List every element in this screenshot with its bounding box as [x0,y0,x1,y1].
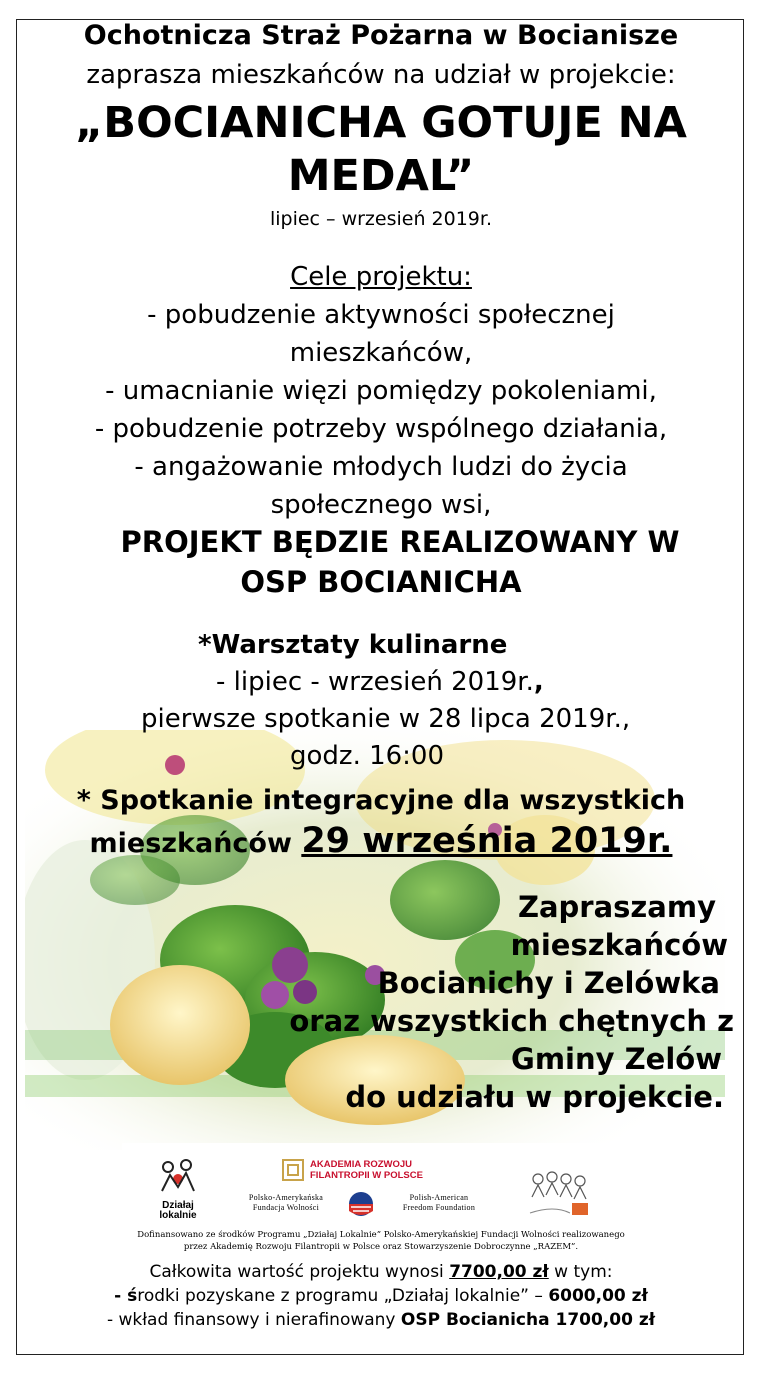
funding-note-line1: Dofinansowano ze środków Programu „Działaj Lokalnie” Polsko-Amerykańskiej Fundacji Wolności realizowanego [137,1230,625,1240]
workshops-first-meeting: pierwsze spotkanie w 28 lipca 2019r., [141,704,631,734]
invitation-line: Zapraszamy [517,890,716,924]
workshops-dates [216,664,762,701]
dzialaj-lokalnie-logo [156,1157,200,1227]
grant-funds [0,1284,762,1309]
workshops-dates-comma: , [533,667,544,697]
workshops-title: *Warsztaty kulinarne [198,630,508,660]
invitation-line: oraz wszystkich chętnych z [289,1004,734,1038]
grant-funds-prefix: - ś [114,1286,138,1306]
dzialaj-line2: lokalnie [159,1210,197,1221]
project-location [0,522,762,602]
own-contribution-text: - wkład finansowy i nierafinowany [106,1310,396,1330]
pafw-logo [234,1191,494,1219]
invitation-line: do udziału w projekcie. [345,1080,724,1114]
pafw-pl-line2: Fundacja Wolności [252,1203,320,1212]
invitation-line: Gminy Zelów [511,1042,722,1076]
integration-meeting [0,780,762,864]
integration-meeting-line2 [0,821,762,864]
razem-association-logo [524,1169,594,1225]
goal-line: - pobudzenie potrzeby wspólnego działania, [94,414,668,444]
akademia-line1: AKADEMIA ROZWOJU [310,1159,413,1170]
own-contribution [0,1308,762,1333]
total-cost-value: 7700,00 zł [449,1262,549,1282]
project-dates: lipiec – wrzesień 2019r. [269,208,493,230]
people-icon [156,1157,200,1197]
goal-line: - umacnianie więzi pomiędzy pokoleniami, [105,376,657,406]
integration-meeting-prefix: mieszkańców [89,828,292,859]
workshops-section [0,627,762,775]
goal-line: - pobudzenie aktywności społecznej [147,300,615,330]
integration-meeting-line1: * Spotkanie integracyjne dla wszystkich [76,785,686,816]
own-contribution-value: OSP Bocianicha 1700,00 zł [400,1310,656,1330]
project-location-line2: OSP BOCIANICHA [240,565,522,599]
organization-title: Ochotnicza Straż Pożarna w Bocianisze [83,20,679,51]
total-cost-suffix: w tym: [554,1262,613,1282]
total-cost [0,1260,762,1285]
project-title [0,97,762,203]
pafw-en-line1: Polish-American [409,1193,469,1202]
invitation-line: Bocianichy i Zelówka [377,966,720,1000]
akademia-emblem-icon [282,1159,304,1181]
project-location-line1: PROJEKT BĘDZIE REALIZOWANY W [120,525,680,559]
goal-line: społecznego wsi, [270,490,492,520]
project-title-line2: MEDAL” [287,151,475,201]
dzialaj-line1: Działaj [162,1200,194,1211]
integration-meeting-date: 29 września 2019r. [301,821,673,861]
pafw-pl-line1: Polsko-Amerykańska [248,1193,324,1202]
goals-section [0,258,762,524]
pafw-en-line2: Freedom Foundation [402,1203,476,1212]
goals-heading: Cele projektu: [290,262,472,292]
funding-note-line2: przez Akademię Rozwoju Filantropii w Polsce oraz Stowarzyszenie Dobroczynne „RAZEM”. [183,1242,579,1252]
invitation-line: mieszkańców [510,928,728,962]
grant-funds-value: 6000,00 zł [548,1286,648,1306]
pafw-emblem-icon [346,1191,376,1217]
workshops-dates-text: - lipiec - wrzesień 2019r. [216,667,534,697]
akademia-logo [282,1159,462,1183]
invitation-subtitle: zaprasza mieszkańców na udział w projekcie: [86,60,676,90]
akademia-line2: FILANTROPII W POLSCE [310,1170,423,1181]
grant-funds-text: rodki pozyskane z programu „Działaj lokalnie” – [137,1286,543,1306]
total-cost-prefix: Całkowita wartość projektu wynosi [149,1262,444,1282]
invitation-block [289,888,734,1116]
workshops-time: godz. 16:00 [290,741,445,771]
goal-line: - angażowanie młodych ludzi do życia [134,452,628,482]
project-title-line1: „BOCIANICHA GOTUJE NA [75,98,687,148]
goal-line: mieszkańców, [289,338,473,368]
